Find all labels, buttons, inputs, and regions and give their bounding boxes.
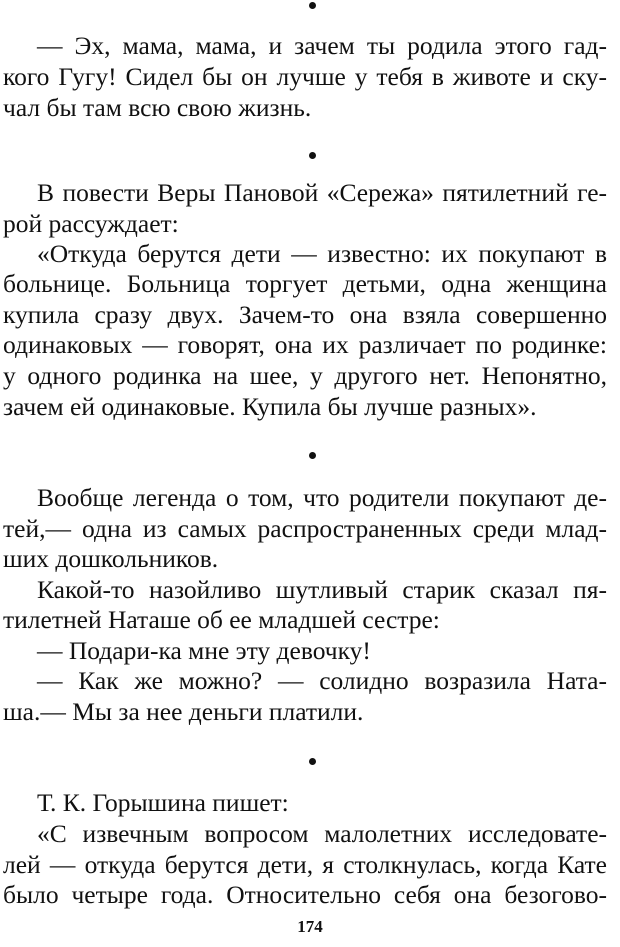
- text-line: В повести Веры Пановой «Сережа» пятилетний ге-: [37, 178, 607, 207]
- text-line: зачем ей одинаковые. Купила бы лучше разных».: [3, 392, 537, 421]
- text-line: тей,— одна из самых распространенных среди млад-: [3, 514, 607, 543]
- text-line: купила сразу двух. Зачем-то она взяла совершенно: [3, 300, 607, 329]
- text-line: «С извечным вопросом малолетних исследовате-: [37, 819, 607, 848]
- section-separator-dot: [309, 452, 316, 459]
- text-line: — Эх, мама, мама, и зачем ты родила этого гад-: [37, 31, 607, 60]
- page-number: 174: [297, 917, 323, 936]
- text-line: «Откуда берутся дети — известно: их покупают в: [37, 239, 607, 268]
- text-line: ша.— Мы за нее деньги платили.: [3, 697, 364, 726]
- text-line: Т. К. Горышина пишет:: [37, 788, 289, 817]
- text-line: тилетней Наташе об ее младшей сестре:: [3, 605, 440, 634]
- section-separator-dot: [309, 758, 316, 765]
- text-line: ших дошкольников.: [3, 544, 219, 573]
- section-separator-dot: [309, 2, 316, 9]
- text-line: Вообще легенда о том, что родители покупают де-: [37, 483, 607, 512]
- text-line: — Как же можно? — солидно возразила Ната-: [37, 666, 607, 695]
- text-line: лей — откуда берутся дети, я столкнулась, когда Кате: [3, 850, 607, 879]
- text-line: кого Гугу! Сидел бы он лучше у тебя в животе и ску-: [3, 62, 607, 91]
- text-line: Какой-то назойливо шутливый старик сказал пя-: [37, 575, 607, 604]
- section-separator-dot: [309, 152, 316, 159]
- text-line: чал бы там всю свою жизнь.: [3, 93, 312, 122]
- text-line: одинаковых — говорят, она их различает по родинке:: [3, 330, 607, 359]
- text-line: рой рассуждает:: [3, 209, 179, 238]
- text-line: у одного родинка на шее, у другого нет. Непонятно,: [3, 361, 607, 390]
- text-line: — Подари-ка мне эту девочку!: [37, 636, 371, 665]
- text-line: было четыре года. Относительно себя она безогово-: [3, 880, 607, 909]
- text-line: больнице. Больница торгует детьми, одна женщина: [3, 269, 607, 298]
